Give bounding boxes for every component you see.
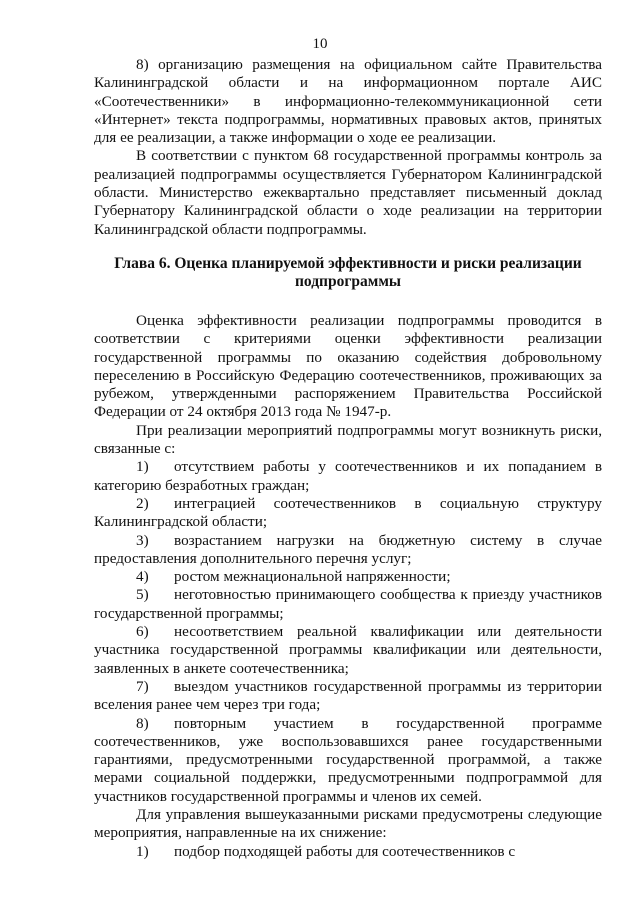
paragraph-portal-publication: 8) организацию размещения на официальном сайте Правительства Калининградской области и на информационном портале АИС «Соотечественники» в информационно-телекоммуникационной сети «Интернет» текста подпрограммы, нормативных правовых актов, принятых для ее реализации, а также информации о ходе ее реализации. <box>94 56 602 147</box>
list-item-number: 2) <box>136 494 149 512</box>
list-item-number: 6) <box>136 623 149 641</box>
list-item-text: повторным участием в государственной программе соотечественников, уже воспользовавшихся ранее государственными гарантиями, предусмотренными государственной программой, а также мерами социальной поддержки, предусмотренными подпрограммой для участников государственной программы и членов их семей. <box>94 714 602 805</box>
list-item-number: 8) <box>136 714 149 732</box>
page-number: 10 <box>312 36 328 52</box>
list-item <box>94 532 602 569</box>
list-item <box>94 623 602 678</box>
list-item-text: неготовностью принимающего сообщества к приезду участников государственной программы; <box>94 586 602 622</box>
list-item-number: 1) <box>136 458 149 476</box>
paragraph-efficiency-evaluation: Оценка эффективности реализации подпрограммы проводится в соответствии с критериями оценки эффективности реализации государственной программы по оказанию содействия добровольному переселению в Российскую Федерацию соотечественников, проживающих за рубежом, утвержденными распоряжением Правительства Российской Федерации от 24 октября 2013 года № 1947-р. <box>94 311 602 421</box>
measures-list <box>94 843 602 861</box>
list-item <box>94 843 602 861</box>
list-item-number: 1) <box>136 842 149 860</box>
risks-list <box>94 458 602 806</box>
list-item-text: отсутствием работы у соотечественников и их попаданием в категорию безработных граждан; <box>94 458 602 494</box>
list-item-number: 3) <box>136 531 149 549</box>
paragraph-measures-intro: Для управления вышеуказанными рисками предусмотрены следующие мероприятия, направленные на их снижение: <box>94 805 602 842</box>
list-item-text: интеграцией соотечественников в социальную структуру Калининградской области; <box>94 494 602 531</box>
list-item-number: 4) <box>136 568 149 586</box>
list-item <box>94 458 602 495</box>
list-item-text: возрастанием нагрузки на бюджетную систему в случае предоставления дополнительного перечня услуг; <box>94 531 602 567</box>
list-item <box>94 678 602 715</box>
list-item <box>94 495 602 532</box>
list-item-number: 5) <box>136 586 149 604</box>
list-item-text: выездом участников государственной программы из территории вселения ранее чем через три года; <box>94 677 602 714</box>
page-content <box>94 56 602 861</box>
list-item <box>94 715 602 806</box>
list-item-number: 7) <box>136 677 149 695</box>
paragraph-risks-intro: При реализации мероприятий подпрограммы могут возникнуть риски, связанные с: <box>94 421 602 458</box>
list-item-text: подбор подходящей работы для соотечественников с <box>174 842 516 860</box>
list-item <box>94 586 602 623</box>
list-item-text: ростом межнациональной напряженности; <box>174 568 451 586</box>
chapter-heading: Глава 6. Оценка планируемой эффективности и риски реализации подпрограммы <box>114 254 582 291</box>
list-item <box>94 568 602 586</box>
list-item-text: несоответствием реальной квалификации или деятельности участника государственной программы квалификации или деятельности, заявленных в анкете соотечественника; <box>94 623 602 677</box>
paragraph-control: В соответствии с пунктом 68 государственной программы контроль за реализацией подпрограммы осуществляется Губернатором Калининградской области. Министерство ежеквартально представляет письменный доклад Губернатору Калининградской области о ходе реализации на территории Калининградской области подпрограммы. <box>94 147 602 238</box>
